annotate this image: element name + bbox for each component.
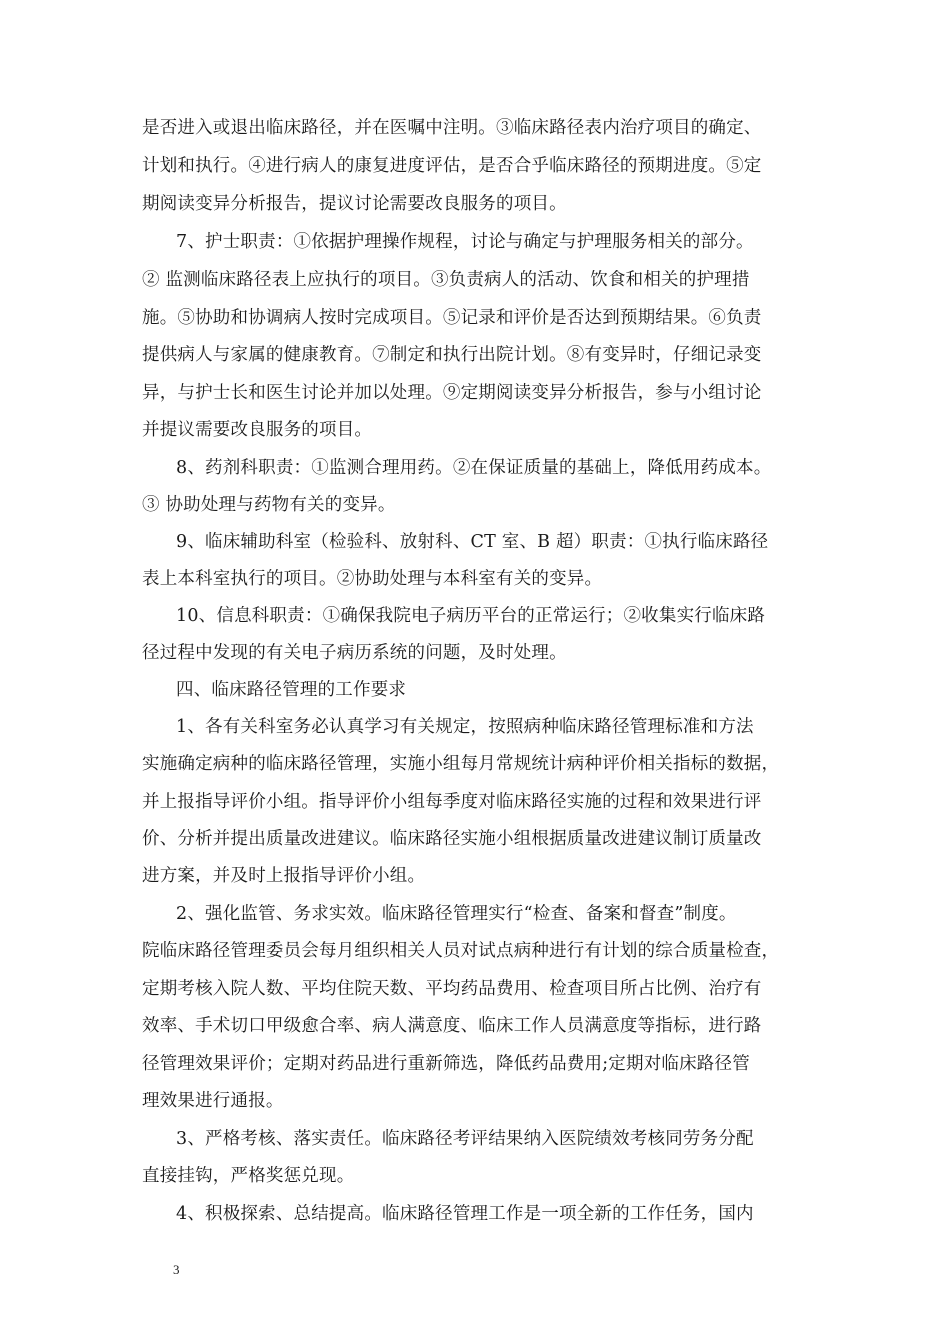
text-line: 直接挂钩，严格奖惩兑现。 <box>142 1166 355 1186</box>
text-line: 期阅读变异分析报告，提议讨论需要改良服务的项目。 <box>142 194 567 214</box>
text-line: 径过程中发现的有关电子病历系统的问题，及时处理。 <box>142 643 567 663</box>
text-line: 计划和执行。④进行病人的康复进度评估，是否合乎临床路径的预期进度。⑤定 <box>142 156 762 176</box>
paragraph-start-line: 10、信息科职责：①确保我院电子病历平台的正常运行；②收集实行临床路 <box>176 606 766 626</box>
text-line: 理效果进行通报。 <box>142 1091 284 1111</box>
paragraph-start-line: 7、护士职责：①依据护理操作规程，讨论与确定与护理服务相关的部分。 <box>176 232 754 252</box>
text-line: 定期考核入院人数、平均住院天数、平均药品费用、检查项目所占比例、治疗有 <box>142 979 762 999</box>
paragraph-start-line: 1、各有关科室务必认真学习有关规定，按照病种临床路径管理标准和方法 <box>176 717 754 737</box>
text-line: 效率、手术切口甲级愈合率、病人满意度、临床工作人员满意度等指标，进行路 <box>142 1016 762 1036</box>
text-line: 是否进入或退出临床路径，并在医嘱中注明。③临床路径表内治疗项目的确定、 <box>142 118 762 138</box>
paragraph-start-line: 4、积极探索、总结提高。临床路径管理工作是一项全新的工作任务，国内 <box>176 1204 754 1224</box>
text-line: 并上报指导评价小组。指导评价小组每季度对临床路径实施的过程和效果进行评 <box>142 792 762 812</box>
text-line: 异，与护士长和医生讨论并加以处理。⑨定期阅读变异分析报告，参与小组讨论 <box>142 383 762 403</box>
text-line: 并提议需要改良服务的项目。 <box>142 420 373 440</box>
paragraph-start-line: 9、临床辅助科室（检验科、放射科、CT 室、B 超）职责：①执行临床路径 <box>176 532 769 552</box>
paragraph-start-line: 3、严格考核、落实责任。临床路径考评结果纳入医院绩效考核同劳务分配 <box>176 1129 754 1149</box>
text-line: 实施确定病种的临床路径管理，实施小组每月常规统计病种评价相关指标的数据， <box>142 754 780 774</box>
text-line: ③ 协助处理与药物有关的变异。 <box>142 495 396 515</box>
text-line: 价、分析并提出质量改进建议。临床路径实施小组根据质量改进建议制订质量改 <box>142 829 762 849</box>
text-line: 院临床路径管理委员会每月组织相关人员对试点病种进行有计划的综合质量检查， <box>142 941 780 961</box>
section-heading: 四、临床路径管理的工作要求 <box>176 680 407 700</box>
paragraph-start-line: 8、药剂科职责：①监测合理用药。②在保证质量的基础上，降低用药成本。 <box>176 458 772 478</box>
text-line: 径管理效果评价；定期对药品进行重新筛选，降低药品费用;定期对临床路径管 <box>142 1054 750 1074</box>
paragraph-start-line: 2、强化监管、务求实效。临床路径管理实行“检查、备案和督查”制度。 <box>176 904 737 924</box>
text-line: 进方案，并及时上报指导评价小组。 <box>142 866 426 886</box>
text-line: 表上本科室执行的项目。②协助处理与本科室有关的变异。 <box>142 569 603 589</box>
text-line: 施。⑤协助和协调病人按时完成项目。⑤记录和评价是否达到预期结果。⑥负责 <box>142 308 762 328</box>
text-line: ② 监测临床路径表上应执行的项目。③负责病人的活动、饮食和相关的护理措 <box>142 270 750 290</box>
page-number: 3 <box>173 1262 180 1277</box>
text-line: 提供病人与家属的健康教育。⑦制定和执行出院计划。⑧有变异时，仔细记录变 <box>142 345 762 365</box>
